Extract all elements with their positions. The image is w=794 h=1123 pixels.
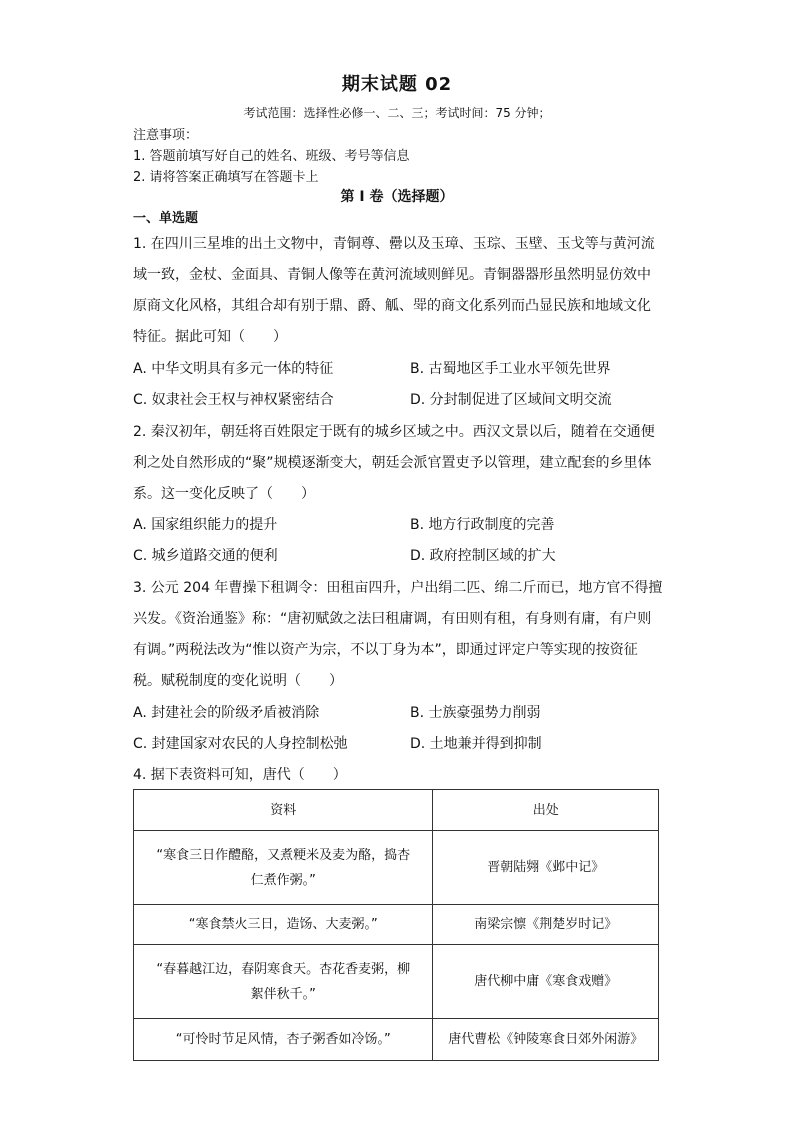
question-1-option-b: B. 古蜀地区手工业水平领先世界 — [410, 361, 611, 377]
note-item: 1. 答题前填写好自己的姓名、班级、考号等信息 — [133, 149, 410, 164]
part-heading: 一、单选题 — [133, 211, 199, 226]
source-cell: 唐代柳中庸《寒食戏赠》 — [433, 945, 659, 1019]
question-2-line: 利之处自然形成的“聚”规模逐渐变大，朝廷会派官置吏予以管理，建立配套的乡里体 — [133, 455, 652, 471]
question-2-option-d: D. 政府控制区域的扩大 — [410, 548, 556, 564]
notes-heading: 注意事项： — [133, 128, 199, 143]
question-2-option-a: A. 国家组织能力的提升 — [133, 517, 278, 533]
table-header-row — [134, 790, 659, 831]
question-1-line: 域一致，金杖、金面具、青铜人像等在黄河流域则鲜见。青铜器器形虽然明显仿效中 — [133, 267, 651, 283]
material-line: “寒食三日作醴酪，又煮粳米及麦为酪，捣杏 — [156, 847, 411, 863]
material-line: 仁煮作粥。” — [250, 872, 316, 888]
question-2-line: 2. 秦汉初年，朝廷将百姓限定于既有的城乡区域之中。西汉文景以后，随着在交通便 — [133, 424, 655, 440]
header-material: 资料 — [134, 790, 433, 831]
material-cell — [134, 1019, 433, 1061]
question-3-option-a: A. 封建社会的阶级矛盾被消除 — [133, 705, 320, 721]
source-table — [133, 789, 659, 1061]
table-row — [134, 1019, 659, 1061]
question-3-line: 兴发。《资治通鉴》称：“唐初赋敛之法曰租庸调，有田则有租，有身则有庸，有户则 — [133, 611, 652, 627]
question-1-line: 特征。据此可知（ ） — [133, 329, 287, 345]
section-title: 第 I 卷（选择题） — [340, 189, 454, 205]
question-1-option-d: D. 分封制促进了区域间文明交流 — [410, 392, 612, 408]
question-1-line: 1. 在四川三星堆的出土文物中，青铜尊、罍以及玉璋、玉琮、玉壁、玉戈等与黄河流 — [133, 236, 655, 252]
material-cell — [134, 945, 433, 1019]
question-3-option-b: B. 士族豪强势力削弱 — [410, 705, 541, 721]
material-line: 絮伴秋千。” — [250, 986, 316, 1002]
table-row — [134, 945, 659, 1019]
exam-scope: 考试范围：选择性必修一、二、三；考试时间：75 分钟； — [243, 106, 551, 120]
source-cell: 南梁宗懔《荆楚岁时记》 — [433, 905, 659, 945]
question-1-line: 原商文化风格，其组合却有别于鼎、爵、觚、斝的商文化系列而凸显民族和地域文化 — [133, 298, 651, 314]
question-3-option-d: D. 土地兼并得到抑制 — [410, 736, 542, 752]
source-cell: 唐代曹松《钟陵寒食日郊外闲游》 — [433, 1019, 659, 1061]
header-source: 出处 — [433, 790, 659, 831]
material-line: “春暮越江边，春阴寒食天。杏花香麦粥，柳 — [156, 961, 411, 977]
material-cell — [134, 905, 433, 945]
material-line: “可怜时节足风情，杏子粥香如冷饧。” — [175, 1032, 391, 1047]
note-item: 2. 请将答案正确填写在答题卡上 — [133, 170, 319, 185]
question-1-option-c: C. 奴隶社会王权与神权紧密结合 — [133, 392, 334, 408]
material-cell — [134, 831, 433, 905]
table-row — [134, 905, 659, 945]
question-2-line: 系。这一变化反映了（ ） — [133, 486, 315, 502]
page-title: 期末试题 02 — [341, 74, 453, 95]
material-line: “寒食禁火三日，造饧、大麦粥。” — [188, 917, 378, 932]
question-2-option-b: B. 地方行政制度的完善 — [410, 517, 555, 533]
question-1-option-a: A. 中华文明具有多元一体的特征 — [133, 361, 334, 377]
question-3-line: 税。赋税制度的变化说明（ ） — [133, 673, 343, 689]
question-3-line: 3. 公元 204 年曹操下租调令：田租亩四升，户出绢二匹、绵二斤而已，地方官不得擅 — [133, 580, 663, 596]
question-3-line: 有调。”两税法改为“惟以资产为宗，不以丁身为本”，即通过评定户等实现的按资征 — [133, 642, 638, 658]
question-3-option-c: C. 封建国家对农民的人身控制松弛 — [133, 736, 348, 752]
question-4-line: 4. 据下表资料可知，唐代（ ） — [133, 767, 347, 783]
source-cell: 晋朝陆翙《邺中记》 — [433, 831, 659, 905]
question-2-option-c: C. 城乡道路交通的便利 — [133, 548, 278, 564]
table-row — [134, 831, 659, 905]
